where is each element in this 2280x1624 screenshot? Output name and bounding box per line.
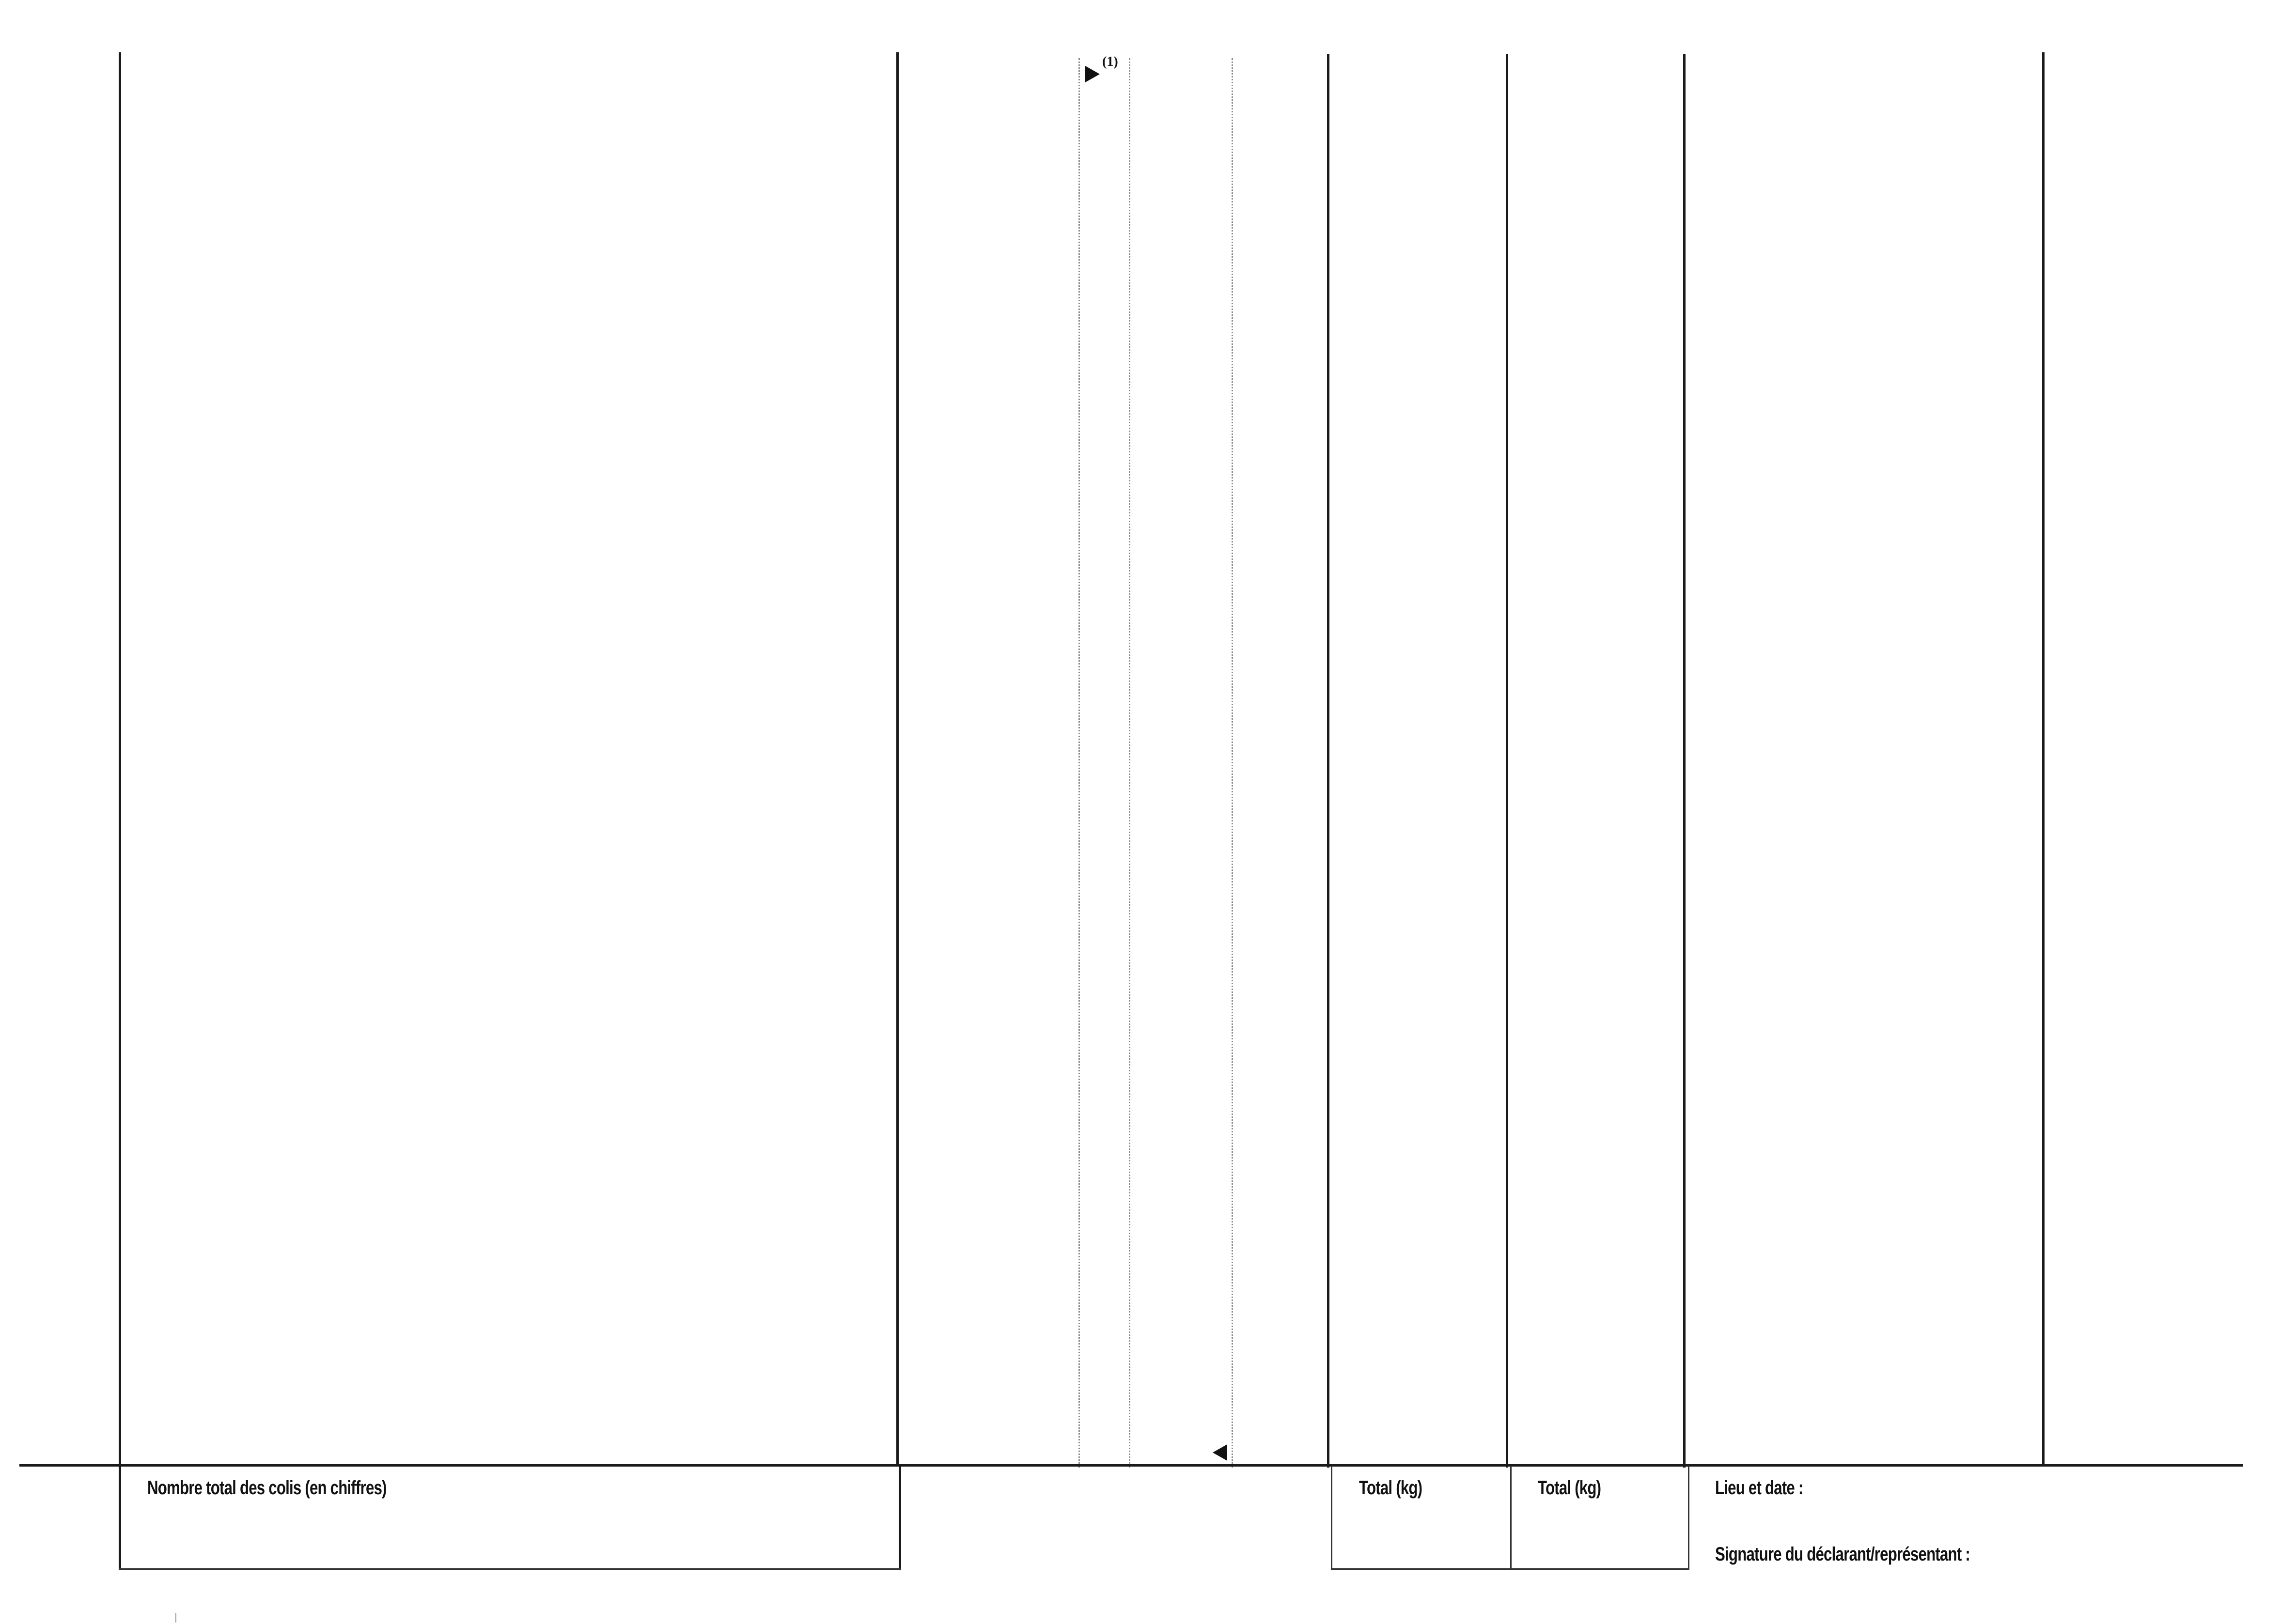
column-rule-1 xyxy=(119,52,121,1467)
column-rule-5 xyxy=(1683,54,1686,1468)
total-packages-label: Nombre total des colis (en chiffres) xyxy=(147,1477,387,1499)
bottom-rule xyxy=(19,1464,2243,1467)
column-rule-6 xyxy=(2042,52,2045,1467)
kg-box-1-left xyxy=(1331,1466,1332,1570)
triangle-right-icon xyxy=(1085,66,1100,82)
triangle-left-icon xyxy=(1213,1444,1227,1461)
column-rule-2 xyxy=(896,52,899,1467)
place-date-label: Lieu et date : xyxy=(1715,1477,1803,1499)
packages-box-bottom xyxy=(119,1568,901,1570)
dotted-guide-2 xyxy=(1129,58,1130,1468)
dotted-guide-3 xyxy=(1232,58,1233,1468)
signature-label: Signature du déclarant/représentant : xyxy=(1715,1544,1970,1565)
column-rule-3 xyxy=(1327,54,1329,1468)
packages-box-left xyxy=(119,1466,121,1570)
kg-box-1-right xyxy=(1510,1466,1512,1570)
total-kg-label-2: Total (kg) xyxy=(1538,1477,1601,1499)
kg-box-2-right xyxy=(1688,1466,1689,1570)
kg-boxes-bottom xyxy=(1331,1568,1689,1570)
stray-tick xyxy=(175,1613,176,1623)
footnote-marker: (1) xyxy=(1102,54,1118,69)
column-rule-4 xyxy=(1506,54,1508,1468)
total-kg-label-1: Total (kg) xyxy=(1359,1477,1422,1499)
packages-box-right xyxy=(899,1466,901,1570)
dotted-guide-1 xyxy=(1078,58,1080,1468)
